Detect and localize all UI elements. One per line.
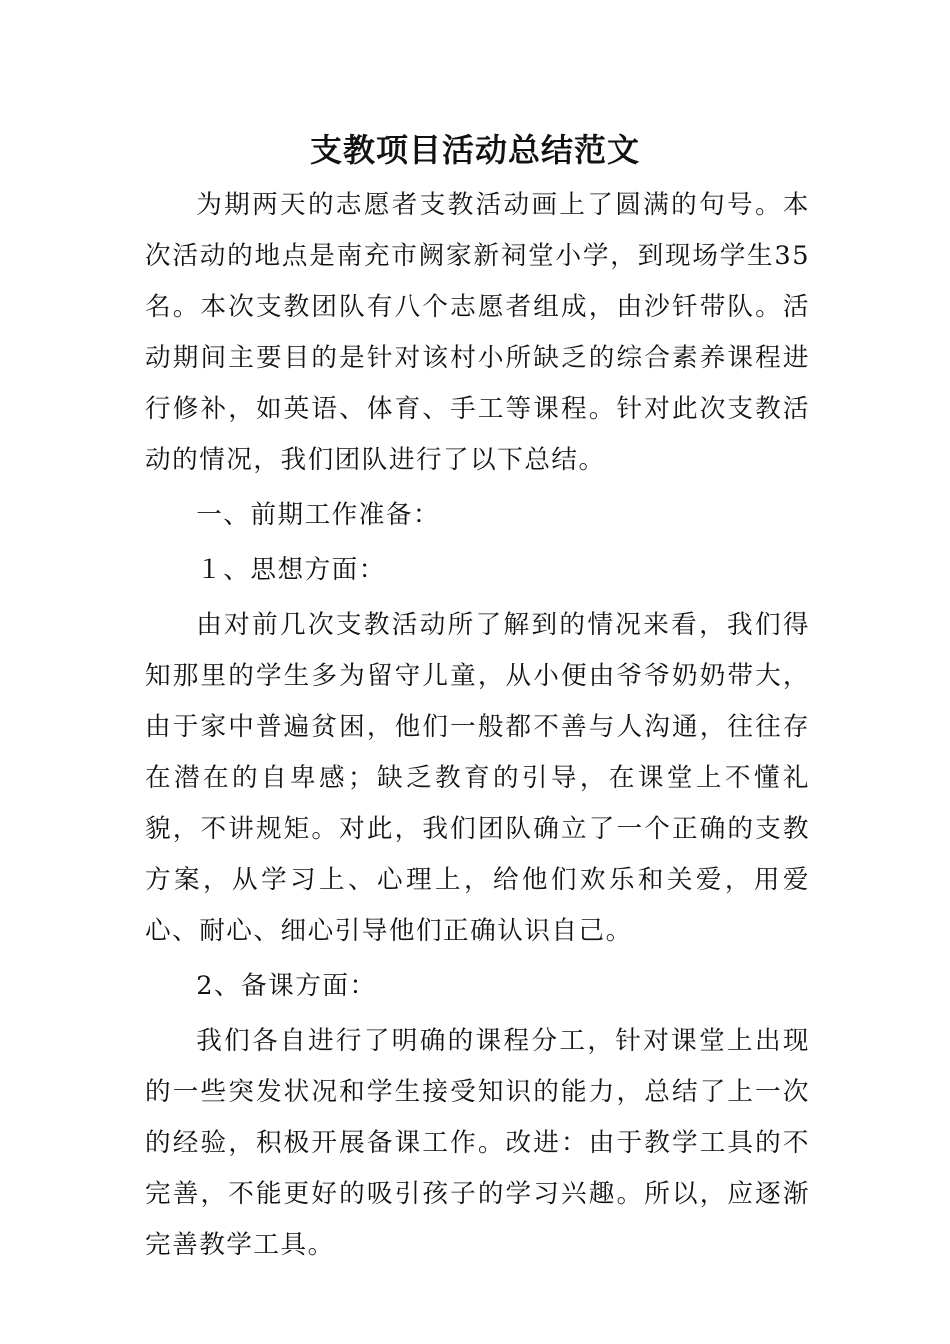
thinking-paragraph: 由对前几次支教活动所了解到的情况来看，我们得知那里的学生多为留守儿童，从小便由爷爷奶奶带大，由于家中普遍贫困，他们一般都不善与人沟通，往往存在潜在的自卑感；缺乏教育的引导，在课堂上不懂礼貌，不讲规矩。对此，我们团队确立了一个正确的支教方案，从学习上、心理上，给他们欢乐和关爱，用爱心、耐心、细心引导他们正确认识自己。 bbox=[145, 610, 810, 946]
section-heading-preparation: 一、前期工作准备： bbox=[196, 500, 441, 530]
lesson-prep-paragraph: 我们各自进行了明确的课程分工，针对课堂上出现的一些突发状况和学生接受知识的能力，总结了上一次的经验，积极开展备课工作。改进：由于教学工具的不完善，不能更好的吸引孩子的学习兴趣。所以，应逐渐完善教学工具。 bbox=[145, 1026, 810, 1260]
document-title: 支教项目活动总结范文 bbox=[309, 131, 640, 169]
subsection-heading-lesson-prep: 2、备课方面： bbox=[196, 971, 377, 1001]
subsection-heading-thinking: １、思想方面： bbox=[196, 555, 386, 585]
intro-paragraph: 为期两天的志愿者支教活动画上了圆满的句号。本次活动的地点是南充市阙家新祠堂小学，到现场学生35名。本次支教团队有八个志愿者组成，由沙钎带队。活动期间主要目的是针对该村小所缺乏的综合素养课程进行修补，如英语、体育、手工等课程。针对此次支教活动的情况，我们团队进行了以下总结。 bbox=[145, 190, 810, 475]
document-body bbox=[145, 180, 810, 1271]
